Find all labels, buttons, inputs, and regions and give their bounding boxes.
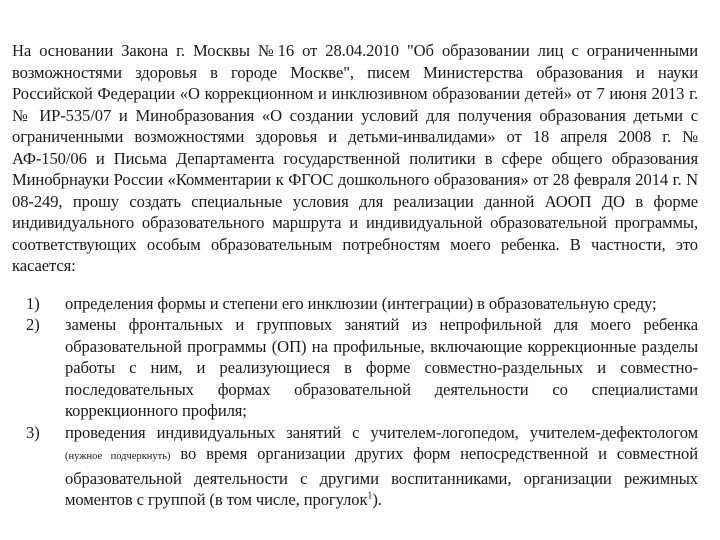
list-item-text: замены фронтальных и групповых занятий из непрофильной для моего ребенка образовательной программы (ОП) на профильные, включающие коррекционные разделы работы с ним, и реализующиеся в форме совместно-раздельных и совместно-последовательных формах образовательной деятельности со специалистами коррекционного профиля; — [65, 315, 698, 420]
list-item-number: 2) — [26, 315, 40, 334]
document-page — [12, 40, 698, 511]
footnote-reference: 1 — [367, 490, 373, 502]
list-item-text: проведения индивидуальных занятий с учителем-логопедом, учителем-дефектологом — [65, 422, 698, 442]
list-item-number: 3) — [26, 422, 40, 442]
list-item — [12, 314, 698, 422]
list-item-number: 1) — [26, 293, 40, 313]
list-item-text-end: ). — [372, 490, 382, 509]
list-item-text-continued: во время организации других форм непосредственной и совместной образовательной деятельности с другими воспитанниками, организации режимных моментов с группой (в том числе, прогулок — [65, 444, 698, 509]
list-item — [12, 422, 698, 511]
intro-paragraph: На основании Закона г. Москвы №16 от 28.04.2010 "Об образовании лиц с ограниченными возможностями здоровья в городе Москве", писем Министерства образования и науки Российской Федерации «О коррекционном и инклюзивном образовании детей» от 7 июня 2013 г. № ИР-535/07 и Минобразования «О создании условий для получения образования детьми с ограниченными возможностями здоровья и детьми-инвалидами» от 18 апреля 2008 г. № АФ-150/06 и Письма Департамента государственной политики в сфере общего образования Минобрнауки России «Комментарии к ФГОС дошкольного образования» от 28 февраля 2014 г. N 08-249, прошу создать специальные условия для реализации данной АООП ДО в форме индивидуального образовательного маршрута и индивидуальной образовательной программы, соответствующих особым образовательным потребностям моего ребенка. В частности, это касается: — [12, 41, 698, 275]
list-item-text: определения формы и степени его инклюзии (интеграции) в образовательную среду; — [65, 293, 657, 313]
list-item — [12, 293, 698, 315]
underline-instruction-note: (нужное подчеркнуть) — [65, 451, 171, 462]
conditions-list — [12, 293, 698, 511]
